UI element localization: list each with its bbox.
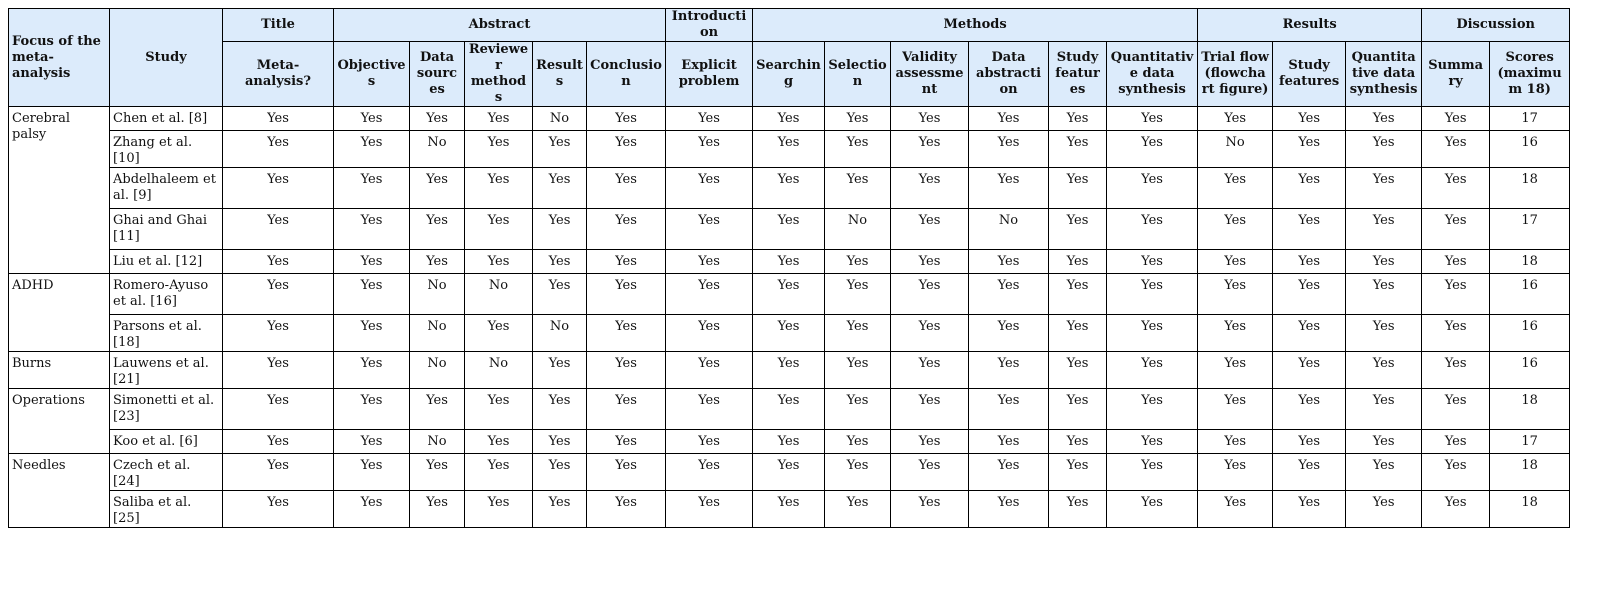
group-discussion: Discussion xyxy=(1422,9,1570,42)
criterion-cell: Yes xyxy=(223,352,334,389)
criterion-cell: Yes xyxy=(1422,352,1490,389)
col-conclusion: Conclusion xyxy=(587,42,666,107)
table-row xyxy=(9,454,1570,491)
criterion-cell: Yes xyxy=(533,209,587,250)
score-cell: 17 xyxy=(1490,430,1570,454)
checklist-table xyxy=(8,8,1570,528)
criterion-cell: Yes xyxy=(334,250,410,274)
criterion-cell: Yes xyxy=(1107,209,1198,250)
table-row xyxy=(9,274,1570,315)
criterion-cell: Yes xyxy=(587,389,666,430)
criterion-cell: Yes xyxy=(334,430,410,454)
criterion-cell: Yes xyxy=(334,209,410,250)
criterion-cell: Yes xyxy=(223,454,334,491)
criterion-cell: Yes xyxy=(1346,274,1422,315)
criterion-cell: Yes xyxy=(753,430,825,454)
criterion-cell: Yes xyxy=(334,107,410,131)
criterion-cell: Yes xyxy=(223,250,334,274)
col-searching: Searching xyxy=(753,42,825,107)
criterion-cell: Yes xyxy=(334,131,410,168)
criterion-cell: Yes xyxy=(334,454,410,491)
criterion-cell: Yes xyxy=(753,274,825,315)
criterion-cell: Yes xyxy=(666,274,753,315)
criterion-cell: Yes xyxy=(891,491,969,528)
criterion-cell: No xyxy=(969,209,1049,250)
criterion-cell: Yes xyxy=(1198,491,1273,528)
criterion-cell: Yes xyxy=(1107,454,1198,491)
criterion-cell: Yes xyxy=(223,107,334,131)
criterion-cell: Yes xyxy=(465,131,533,168)
criterion-cell: Yes xyxy=(1198,107,1273,131)
criterion-cell: Yes xyxy=(1107,315,1198,352)
group-methods: Methods xyxy=(753,9,1198,42)
criterion-cell: Yes xyxy=(1346,168,1422,209)
criterion-cell: Yes xyxy=(334,274,410,315)
criterion-cell: Yes xyxy=(587,491,666,528)
criterion-cell: Yes xyxy=(825,491,891,528)
criterion-cell: Yes xyxy=(1273,491,1346,528)
criterion-cell: Yes xyxy=(533,430,587,454)
criterion-cell: Yes xyxy=(1273,315,1346,352)
criterion-cell: Yes xyxy=(465,315,533,352)
col-methods-study-features: Study features xyxy=(1049,42,1107,107)
criterion-cell: Yes xyxy=(223,430,334,454)
criterion-cell: Yes xyxy=(1198,430,1273,454)
focus-cell: Operations xyxy=(9,389,110,454)
criterion-cell: Yes xyxy=(825,250,891,274)
criterion-cell: Yes xyxy=(1049,209,1107,250)
criterion-cell: No xyxy=(410,352,465,389)
criterion-cell: Yes xyxy=(334,315,410,352)
criterion-cell: Yes xyxy=(1273,209,1346,250)
criterion-cell: Yes xyxy=(753,209,825,250)
criterion-cell: Yes xyxy=(891,274,969,315)
criterion-cell: Yes xyxy=(1273,352,1346,389)
criterion-cell: Yes xyxy=(465,168,533,209)
header-focus: Focus of the meta-analysis xyxy=(9,9,110,107)
score-cell: 16 xyxy=(1490,131,1570,168)
criterion-cell: Yes xyxy=(1198,209,1273,250)
score-cell: 16 xyxy=(1490,315,1570,352)
criterion-cell: Yes xyxy=(753,250,825,274)
criterion-cell: Yes xyxy=(1049,352,1107,389)
criterion-cell: Yes xyxy=(1049,315,1107,352)
criterion-cell: Yes xyxy=(1107,131,1198,168)
criterion-cell: Yes xyxy=(465,389,533,430)
criterion-cell: Yes xyxy=(223,131,334,168)
criterion-cell: Yes xyxy=(1422,389,1490,430)
criterion-cell: Yes xyxy=(410,389,465,430)
criterion-cell: Yes xyxy=(1422,168,1490,209)
score-cell: 18 xyxy=(1490,168,1570,209)
criterion-cell: Yes xyxy=(1273,168,1346,209)
criterion-cell: Yes xyxy=(891,315,969,352)
criterion-cell: Yes xyxy=(1422,131,1490,168)
criterion-cell: Yes xyxy=(1273,107,1346,131)
col-scores: Scores (maximum 18) xyxy=(1490,42,1570,107)
criterion-cell: Yes xyxy=(969,274,1049,315)
criterion-cell: Yes xyxy=(1107,274,1198,315)
criterion-cell: Yes xyxy=(969,454,1049,491)
criterion-cell: Yes xyxy=(891,209,969,250)
criterion-cell: Yes xyxy=(1049,168,1107,209)
study-cell: Simonetti et al. [23] xyxy=(110,389,223,430)
criterion-cell: Yes xyxy=(1422,430,1490,454)
table-row xyxy=(9,389,1570,430)
criterion-cell: Yes xyxy=(1198,315,1273,352)
criterion-cell: Yes xyxy=(1346,315,1422,352)
criterion-cell: Yes xyxy=(825,389,891,430)
criterion-cell: Yes xyxy=(1273,131,1346,168)
criterion-cell: Yes xyxy=(969,107,1049,131)
criterion-cell: Yes xyxy=(410,454,465,491)
criterion-cell: Yes xyxy=(1422,274,1490,315)
study-cell: Koo et al. [6] xyxy=(110,430,223,454)
header-study: Study xyxy=(110,9,223,107)
score-cell: 17 xyxy=(1490,209,1570,250)
group-introduction: Introduction xyxy=(666,9,753,42)
criterion-cell: Yes xyxy=(825,454,891,491)
criterion-cell: Yes xyxy=(891,131,969,168)
criterion-cell: Yes xyxy=(533,274,587,315)
criterion-cell: Yes xyxy=(1198,274,1273,315)
col-reviewer-methods: Reviewer methods xyxy=(465,42,533,107)
criterion-cell: Yes xyxy=(969,430,1049,454)
criterion-cell: Yes xyxy=(666,454,753,491)
col-data-abstraction: Data abstraction xyxy=(969,42,1049,107)
score-cell: 17 xyxy=(1490,107,1570,131)
criterion-cell: Yes xyxy=(1198,454,1273,491)
criterion-cell: Yes xyxy=(223,389,334,430)
criterion-cell: Yes xyxy=(1107,491,1198,528)
criterion-cell: Yes xyxy=(825,131,891,168)
table-body xyxy=(9,107,1570,528)
criterion-cell: Yes xyxy=(587,430,666,454)
criterion-cell: Yes xyxy=(753,454,825,491)
table-row xyxy=(9,131,1570,168)
col-data-sources: Data sources xyxy=(410,42,465,107)
table-row xyxy=(9,250,1570,274)
criterion-cell: Yes xyxy=(1107,389,1198,430)
criterion-cell: Yes xyxy=(223,315,334,352)
criterion-cell: Yes xyxy=(223,491,334,528)
criterion-cell: Yes xyxy=(465,430,533,454)
study-cell: Zhang et al. [10] xyxy=(110,131,223,168)
criterion-cell: Yes xyxy=(1107,107,1198,131)
criterion-cell: Yes xyxy=(969,131,1049,168)
criterion-cell: Yes xyxy=(334,389,410,430)
criterion-cell: Yes xyxy=(533,131,587,168)
criterion-cell: Yes xyxy=(891,389,969,430)
criterion-cell: Yes xyxy=(1198,389,1273,430)
criterion-cell: Yes xyxy=(969,315,1049,352)
criterion-cell: Yes xyxy=(1198,352,1273,389)
score-cell: 18 xyxy=(1490,250,1570,274)
criterion-cell: Yes xyxy=(891,107,969,131)
criterion-cell: Yes xyxy=(1346,491,1422,528)
criterion-cell: Yes xyxy=(587,352,666,389)
criterion-cell: Yes xyxy=(1049,430,1107,454)
criterion-cell: Yes xyxy=(334,168,410,209)
col-summary: Summary xyxy=(1422,42,1490,107)
focus-cell: Needles xyxy=(9,454,110,528)
criterion-cell: Yes xyxy=(1198,168,1273,209)
criterion-cell: Yes xyxy=(1107,168,1198,209)
table-row xyxy=(9,430,1570,454)
col-explicit-problem: Explicit problem xyxy=(666,42,753,107)
score-cell: 18 xyxy=(1490,389,1570,430)
criterion-cell: Yes xyxy=(1422,315,1490,352)
criterion-cell: Yes xyxy=(587,315,666,352)
criterion-cell: Yes xyxy=(666,250,753,274)
criterion-cell: No xyxy=(410,315,465,352)
criterion-cell: Yes xyxy=(587,250,666,274)
criterion-cell: Yes xyxy=(666,352,753,389)
criterion-cell: Yes xyxy=(891,430,969,454)
criterion-cell: Yes xyxy=(891,454,969,491)
criterion-cell: Yes xyxy=(1273,389,1346,430)
table-row xyxy=(9,352,1570,389)
criterion-cell: Yes xyxy=(969,491,1049,528)
criterion-cell: Yes xyxy=(1049,274,1107,315)
col-trial-flow: Trial flow (flowchart figure) xyxy=(1198,42,1273,107)
criterion-cell: Yes xyxy=(587,131,666,168)
table-row xyxy=(9,107,1570,131)
criterion-cell: Yes xyxy=(1107,430,1198,454)
criterion-cell: Yes xyxy=(666,131,753,168)
criterion-cell: Yes xyxy=(969,352,1049,389)
criterion-cell: Yes xyxy=(1346,250,1422,274)
criterion-cell: Yes xyxy=(753,107,825,131)
criterion-cell: Yes xyxy=(666,315,753,352)
table-row xyxy=(9,209,1570,250)
col-objectives: Objectives xyxy=(334,42,410,107)
criterion-cell: Yes xyxy=(587,168,666,209)
criterion-cell: Yes xyxy=(533,389,587,430)
criterion-cell: Yes xyxy=(465,209,533,250)
focus-cell: Cerebral palsy xyxy=(9,107,110,274)
criterion-cell: Yes xyxy=(1107,352,1198,389)
criterion-cell: Yes xyxy=(533,250,587,274)
col-abstract-results: Results xyxy=(533,42,587,107)
col-validity-assessment: Validity assessment xyxy=(891,42,969,107)
criterion-cell: Yes xyxy=(891,250,969,274)
criterion-cell: Yes xyxy=(1273,430,1346,454)
criterion-cell: Yes xyxy=(753,315,825,352)
criterion-cell: Yes xyxy=(666,107,753,131)
criterion-cell: Yes xyxy=(587,209,666,250)
criterion-cell: No xyxy=(410,131,465,168)
criterion-cell: Yes xyxy=(753,168,825,209)
criterion-cell: Yes xyxy=(1049,131,1107,168)
score-cell: 18 xyxy=(1490,491,1570,528)
criterion-cell: No xyxy=(465,274,533,315)
criterion-cell: Yes xyxy=(666,430,753,454)
criterion-cell: Yes xyxy=(1346,107,1422,131)
criterion-cell: Yes xyxy=(825,430,891,454)
criterion-cell: Yes xyxy=(533,454,587,491)
criterion-cell: Yes xyxy=(753,131,825,168)
criterion-cell: No xyxy=(1198,131,1273,168)
criterion-cell: Yes xyxy=(1049,454,1107,491)
study-cell: Czech et al. [24] xyxy=(110,454,223,491)
score-cell: 18 xyxy=(1490,454,1570,491)
criterion-cell: Yes xyxy=(533,352,587,389)
criterion-cell: Yes xyxy=(410,168,465,209)
criterion-cell: Yes xyxy=(465,250,533,274)
criterion-cell: Yes xyxy=(1422,107,1490,131)
criterion-cell: No xyxy=(533,107,587,131)
criterion-cell: Yes xyxy=(465,107,533,131)
criterion-cell: Yes xyxy=(825,352,891,389)
col-methods-quant-synthesis: Quantitative data synthesis xyxy=(1107,42,1198,107)
criterion-cell: Yes xyxy=(1422,454,1490,491)
criterion-cell: Yes xyxy=(1346,352,1422,389)
criterion-cell: Yes xyxy=(1346,389,1422,430)
score-cell: 16 xyxy=(1490,274,1570,315)
criterion-cell: Yes xyxy=(666,209,753,250)
criterion-cell: Yes xyxy=(1049,389,1107,430)
criterion-cell: Yes xyxy=(223,209,334,250)
study-cell: Romero-Ayuso et al. [16] xyxy=(110,274,223,315)
criterion-cell: Yes xyxy=(533,168,587,209)
criterion-cell: Yes xyxy=(825,107,891,131)
focus-cell: ADHD xyxy=(9,274,110,352)
col-selection: Selection xyxy=(825,42,891,107)
criterion-cell: No xyxy=(825,209,891,250)
criterion-cell: Yes xyxy=(410,209,465,250)
group-title: Title xyxy=(223,9,334,42)
study-cell: Abdelhaleem et al. [9] xyxy=(110,168,223,209)
criterion-cell: Yes xyxy=(1346,131,1422,168)
criterion-cell: Yes xyxy=(969,250,1049,274)
criterion-cell: No xyxy=(410,274,465,315)
criterion-cell: No xyxy=(465,352,533,389)
table-row xyxy=(9,168,1570,209)
criterion-cell: Yes xyxy=(1346,454,1422,491)
criterion-cell: Yes xyxy=(1049,491,1107,528)
criterion-cell: Yes xyxy=(1273,454,1346,491)
study-cell: Chen et al. [8] xyxy=(110,107,223,131)
criterion-cell: Yes xyxy=(223,274,334,315)
criterion-cell: Yes xyxy=(1422,250,1490,274)
criterion-cell: Yes xyxy=(465,454,533,491)
criterion-cell: Yes xyxy=(1049,250,1107,274)
criterion-cell: Yes xyxy=(1346,209,1422,250)
criterion-cell: Yes xyxy=(1422,209,1490,250)
study-cell: Ghai and Ghai [11] xyxy=(110,209,223,250)
criterion-cell: Yes xyxy=(410,491,465,528)
criterion-cell: Yes xyxy=(825,315,891,352)
criterion-cell: Yes xyxy=(1107,250,1198,274)
criterion-cell: Yes xyxy=(1273,274,1346,315)
criterion-cell: Yes xyxy=(753,389,825,430)
criterion-cell: Yes xyxy=(334,352,410,389)
study-cell: Saliba et al. [25] xyxy=(110,491,223,528)
study-cell: Liu et al. [12] xyxy=(110,250,223,274)
criterion-cell: Yes xyxy=(891,168,969,209)
col-results-quant-synthesis: Quantitative data synthesis xyxy=(1346,42,1422,107)
criterion-cell: Yes xyxy=(753,352,825,389)
criterion-cell: Yes xyxy=(1346,430,1422,454)
criterion-cell: Yes xyxy=(587,454,666,491)
criterion-cell: No xyxy=(410,430,465,454)
criterion-cell: Yes xyxy=(410,107,465,131)
criterion-cell: Yes xyxy=(410,250,465,274)
table-row xyxy=(9,315,1570,352)
criterion-cell: Yes xyxy=(825,274,891,315)
criterion-cell: Yes xyxy=(969,168,1049,209)
criterion-cell: Yes xyxy=(587,274,666,315)
criterion-cell: Yes xyxy=(753,491,825,528)
table-row xyxy=(9,491,1570,528)
criterion-cell: Yes xyxy=(587,107,666,131)
col-results-study-features: Study features xyxy=(1273,42,1346,107)
criterion-cell: Yes xyxy=(666,389,753,430)
criterion-cell: Yes xyxy=(969,389,1049,430)
study-cell: Lauwens et al. [21] xyxy=(110,352,223,389)
criterion-cell: Yes xyxy=(533,491,587,528)
criterion-cell: Yes xyxy=(334,491,410,528)
criterion-cell: Yes xyxy=(1273,250,1346,274)
group-abstract: Abstract xyxy=(334,9,666,42)
criterion-cell: Yes xyxy=(666,168,753,209)
criterion-cell: Yes xyxy=(465,491,533,528)
score-cell: 16 xyxy=(1490,352,1570,389)
criterion-cell: Yes xyxy=(223,168,334,209)
criterion-cell: Yes xyxy=(1049,107,1107,131)
criterion-cell: No xyxy=(533,315,587,352)
criterion-cell: Yes xyxy=(825,168,891,209)
criterion-cell: Yes xyxy=(666,491,753,528)
criterion-cell: Yes xyxy=(891,352,969,389)
criterion-cell: Yes xyxy=(1422,491,1490,528)
col-meta-analysis: Meta-analysis? xyxy=(223,42,334,107)
study-cell: Parsons et al. [18] xyxy=(110,315,223,352)
focus-cell: Burns xyxy=(9,352,110,389)
group-results: Results xyxy=(1198,9,1422,42)
criterion-cell: Yes xyxy=(1198,250,1273,274)
